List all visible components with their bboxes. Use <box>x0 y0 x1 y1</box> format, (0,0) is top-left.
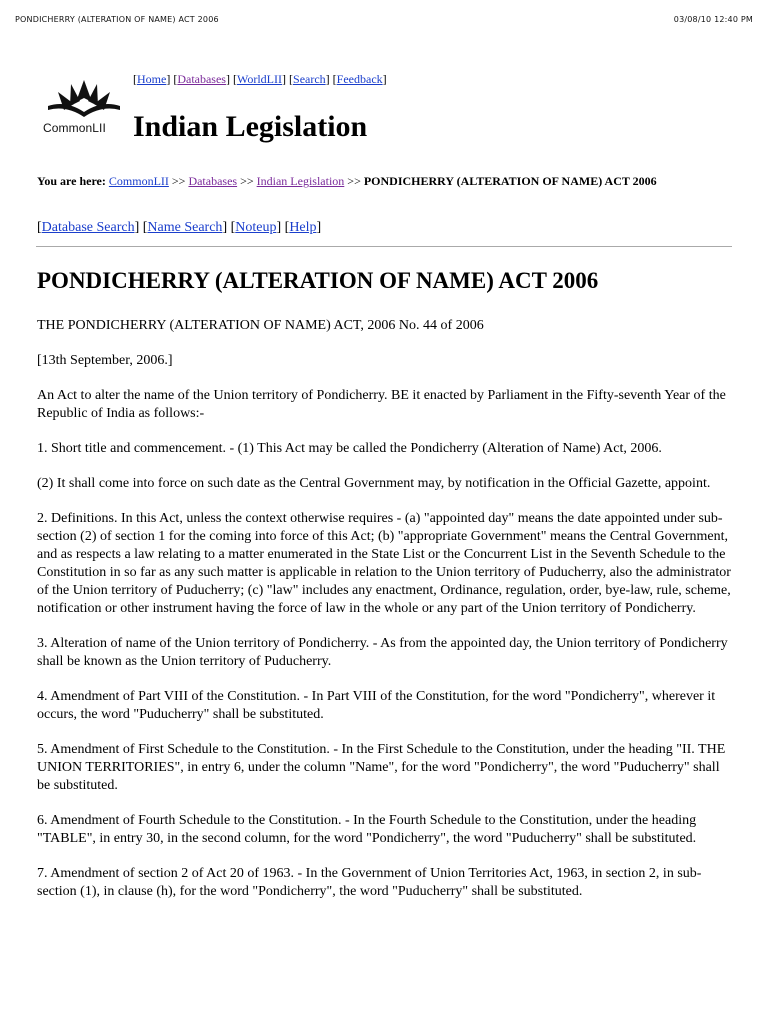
print-header-title: PONDICHERRY (ALTERATION OF NAME) ACT 2006 <box>15 15 219 24</box>
section-1: 1. Short title and commencement. - (1) This Act may be called the Pondicherry (Alteration of Name) Act, 2006. <box>37 441 662 456</box>
section-5: 5. Amendment of First Schedule to the Constitution. - In the First Schedule to the Constitution, under the heading "II. THE UNION TERRITORIES", in entry 6, under the column "Name", for the word "Pondicherry", the word "Puducherry" shall be substituted. <box>37 742 726 793</box>
section-4: 4. Amendment of Part VIII of the Constitution. - In Part VIII of the Constitution, for the word "Pondicherry", wherever it occurs, the word "Puducherry" shall be substituted. <box>37 689 716 722</box>
name-search-link[interactable]: Name Search <box>147 220 223 235</box>
act-number: THE PONDICHERRY (ALTERATION OF NAME) ACT, 2006 No. 44 of 2006 <box>37 318 484 333</box>
section-6: 6. Amendment of Fourth Schedule to the Constitution. - In the Fourth Schedule to the Constitution, under the heading "TABLE", in entry 30, in the second column, for the word "Pondicherry", the word "Puducherry" shall be substituted. <box>37 813 697 846</box>
print-header-datetime: 03/08/10 12:40 PM <box>673 15 753 24</box>
section-1-2: (2) It shall come into force on such date as the Central Government may, by notification in the Official Gazette, appoint. <box>37 476 711 491</box>
top-nav: [Home] [Databases] [WorldLII] [Search] [Feedback] <box>133 72 387 86</box>
nav-home-link[interactable]: Home <box>137 72 167 86</box>
database-search-link[interactable]: Database Search <box>41 220 135 235</box>
nav-databases-link[interactable]: Databases <box>177 72 226 86</box>
document-body <box>37 317 731 918</box>
breadcrumb-separator: >> <box>171 174 186 188</box>
print-header <box>15 15 753 29</box>
preamble: An Act to alter the name of the Union territory of Pondicherry. BE it enacted by Parliament in the Fifty-seventh Year of the Republic of India as follows:- <box>37 388 726 421</box>
sub-nav: [Database Search] [Name Search] [Noteup] [Help] <box>37 220 322 235</box>
nav-search-link[interactable]: Search <box>293 72 326 86</box>
document-title: PONDICHERRY (ALTERATION OF NAME) ACT 2006 <box>37 268 599 293</box>
noteup-link[interactable]: Noteup <box>235 220 277 235</box>
breadcrumb-databases-link[interactable]: Databases <box>188 174 238 188</box>
breadcrumb <box>37 174 727 189</box>
breadcrumb-separator: >> <box>347 174 361 188</box>
nav-worldlii-link[interactable]: WorldLII <box>236 72 283 86</box>
breadcrumb-commonlii-link[interactable]: CommonLII <box>108 174 169 188</box>
site-title: Indian Legislation <box>133 110 368 143</box>
breadcrumb-separator: >> <box>240 174 254 188</box>
help-link[interactable]: Help <box>289 220 317 235</box>
section-7: 7. Amendment of section 2 of Act 20 of 1963. - In the Government of Union Territories Act, 1963, in section 2, in sub-section (1), in clause (h), for the word "Pondicherry", the word "Puducherry" shall be substituted. <box>37 866 702 899</box>
section-3: 3. Alteration of name of the Union territory of Pondicherry. - As from the appointed day, the Union territory of Pondicherry shall be known as the Union territory of Puducherry. <box>37 636 728 669</box>
section-2: 2. Definitions. In this Act, unless the context otherwise requires - (a) "appointed day" means the date appointed under sub-section (2) of section 1 for the coming into force of this Act; (b) "appropriate Government" means the Central Government, and as respects a law relating to a matter enumerated in the State List or the Concurrent List in the Seventh Schedule to the Constitution in so far as any such matter is applicable in relation to the Union territory of Puducherry, also the administrator of the Union territory of Puducherry; (c) "law" includes any enactment, Ordinance, regulation, order, bye-law, rule, scheme, notification or other instrument having the force of law in the whole or any part of the Union territory of Pondicherry. <box>37 511 731 616</box>
act-date: [13th September, 2006.] <box>37 353 173 368</box>
logo-text: CommonLII <box>43 121 106 135</box>
breadcrumb-current: PONDICHERRY (ALTERATION OF NAME) ACT 2006 <box>363 174 657 188</box>
nav-feedback-link[interactable]: Feedback <box>336 72 383 86</box>
breadcrumb-prefix: You are here: <box>37 174 106 188</box>
divider <box>36 246 732 247</box>
breadcrumb-indian-legislation-link[interactable]: Indian Legislation <box>256 174 345 188</box>
book-icon <box>40 72 128 122</box>
